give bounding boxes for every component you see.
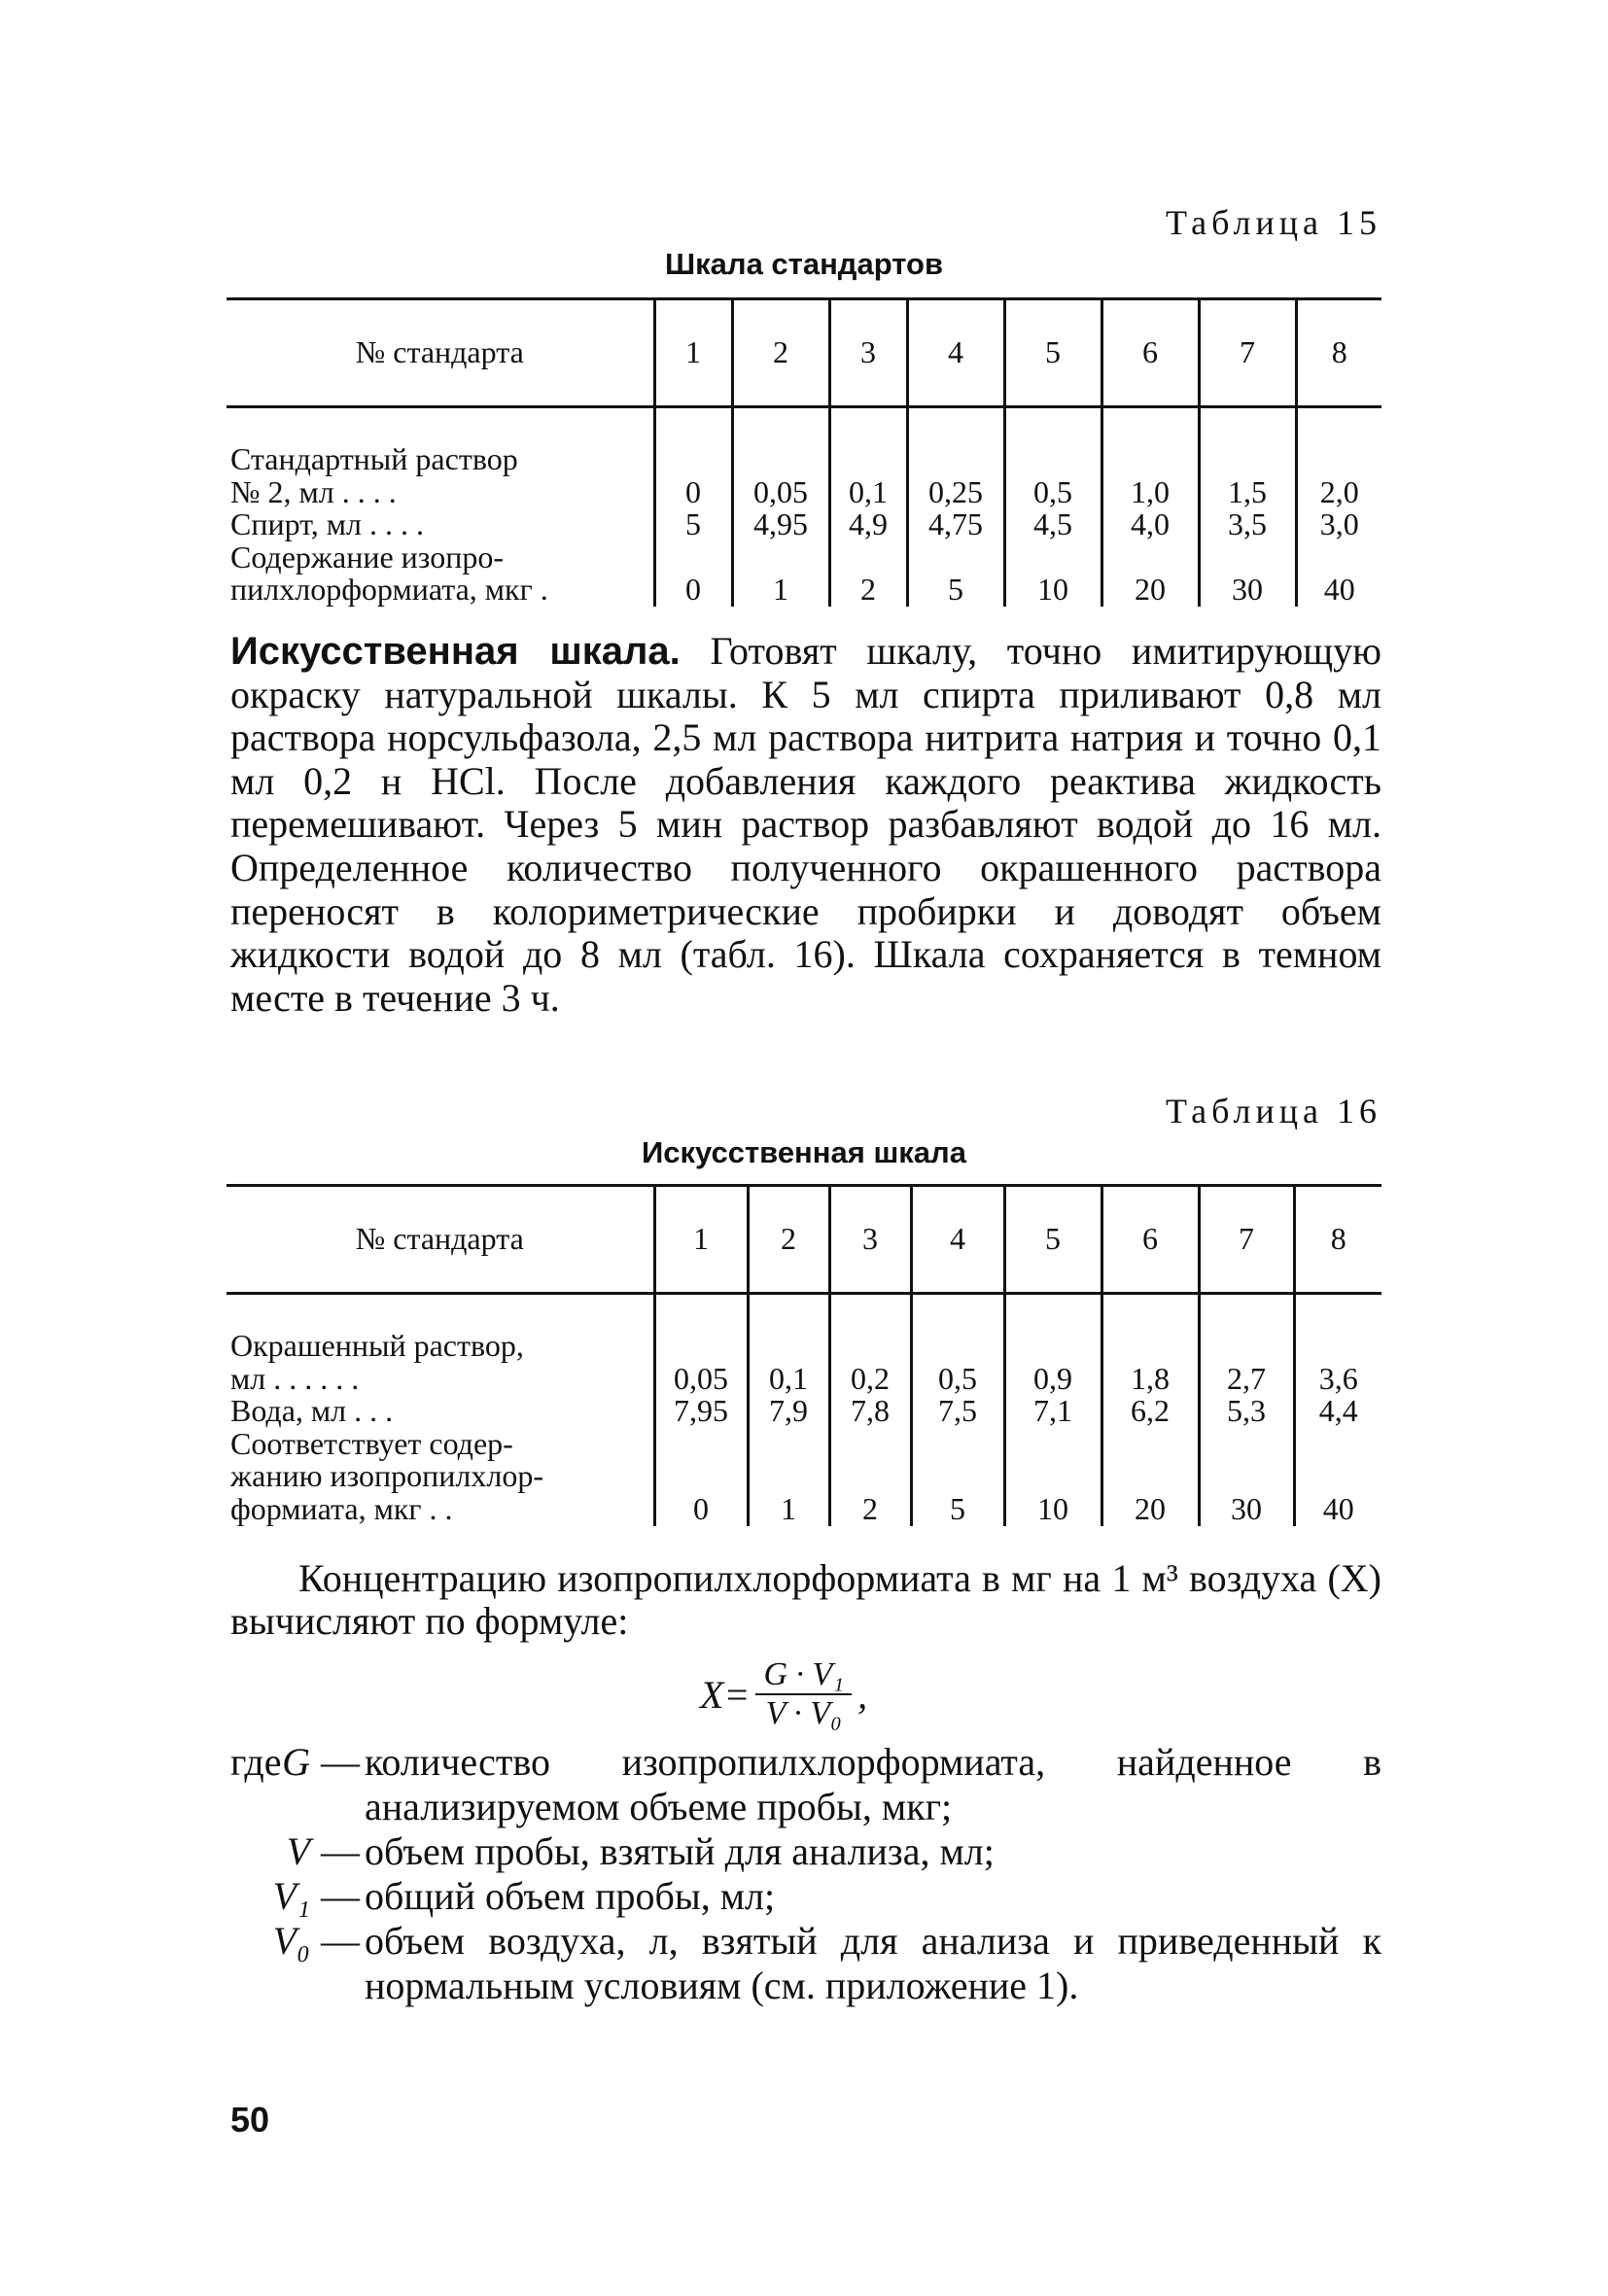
- table-cell: 0,05: [654, 1294, 748, 1396]
- table-15-col-1: 1: [654, 299, 732, 407]
- row-label-line: Стандартный раствор: [230, 441, 518, 476]
- formula: [700, 1656, 867, 1732]
- row-label-line: формиата, мкг . .: [230, 1490, 453, 1526]
- table-cell: 1: [732, 541, 829, 607]
- table-cell: 1: [748, 1428, 829, 1526]
- row-label: [227, 407, 654, 509]
- row-label: Вода, мл . . .: [230, 1393, 394, 1429]
- table-cell: 0,2: [829, 1294, 911, 1396]
- table-16-col-1: 1: [654, 1186, 748, 1294]
- table-15-title: Шкала стандартов: [664, 247, 944, 281]
- table-cell: 0,5: [911, 1294, 1004, 1396]
- definition-dash: —: [321, 1740, 360, 1784]
- table-cell: 2,7: [1199, 1294, 1294, 1396]
- table-cell: 4,95: [732, 508, 829, 541]
- table-cell: 0,1: [829, 407, 907, 509]
- table-cell: 20: [1101, 541, 1199, 607]
- table-15-label: Таблица 15: [1166, 203, 1381, 242]
- definition-item: [230, 1919, 1381, 2008]
- definitions-list: [230, 1740, 1381, 2008]
- table-cell: 1,5: [1199, 407, 1296, 509]
- row-label-line: Соответствует содер-: [230, 1425, 513, 1461]
- definition-dash: —: [321, 1829, 360, 1873]
- table-cell: 0,1: [748, 1294, 829, 1396]
- table-15-col-7: 7: [1199, 299, 1296, 407]
- row-label: [227, 1425, 654, 1526]
- table-cell: 5: [907, 541, 1004, 607]
- definition-symbol: V₁: [272, 1874, 310, 1918]
- table-cell: 5: [911, 1428, 1004, 1526]
- table-cell: 0: [654, 541, 732, 607]
- table-15-col-3: 3: [829, 299, 907, 407]
- row-label: Спирт, мл . . . .: [230, 506, 424, 542]
- row-label: [227, 541, 654, 607]
- definition-item: [230, 1740, 1381, 1829]
- table-16-col-8: 8: [1294, 1186, 1381, 1294]
- table-cell: 7,5: [911, 1395, 1004, 1428]
- definition-symbol: V: [286, 1829, 310, 1873]
- table-15: [227, 297, 1381, 607]
- row-label-line: пилхлорформиата, мкг .: [230, 572, 548, 608]
- table-row: [227, 1294, 1381, 1396]
- table-16-label: Таблица 16: [1166, 1092, 1381, 1131]
- table-16-title: Искусственная шкала: [642, 1135, 966, 1169]
- definition-symbol: V₀: [272, 1919, 310, 1963]
- table-16-header-row: [227, 1186, 1381, 1294]
- definition-symbol: G: [282, 1740, 310, 1784]
- table-cell: 7,1: [1004, 1395, 1101, 1428]
- table-row: [227, 541, 1381, 607]
- table-16-col-2: 2: [748, 1186, 829, 1294]
- table-cell: 0,5: [1004, 407, 1101, 509]
- row-label: [227, 1294, 654, 1396]
- table-16-col-3: 3: [829, 1186, 911, 1294]
- body-paragraph: [230, 630, 1381, 1020]
- table-cell: 30: [1199, 541, 1296, 607]
- definition-prefix: где: [230, 1740, 282, 1784]
- table-cell: 1,0: [1101, 407, 1199, 509]
- formula-denominator: V · V₀: [765, 1695, 842, 1731]
- table-cell: 0: [654, 407, 732, 509]
- table-cell: 4,0: [1101, 508, 1199, 541]
- table-cell: 2,0: [1296, 407, 1381, 509]
- formula-numerator: G · V₁: [755, 1656, 852, 1695]
- row-label-line: Окрашенный раствор,: [230, 1328, 524, 1363]
- table-16-col-6: 6: [1101, 1186, 1199, 1294]
- table-16-col-7: 7: [1199, 1186, 1294, 1294]
- formula-intro: Концентрацию изопропилхлорформиата в мг на 1 м³ воздуха (X) вычисляют по формуле:: [230, 1556, 1381, 1643]
- table-cell: 4,75: [907, 508, 1004, 541]
- table-row: [227, 1395, 1381, 1428]
- table-cell: 3,6: [1294, 1294, 1381, 1396]
- table-cell: 6,2: [1101, 1395, 1199, 1428]
- table-16: [227, 1184, 1381, 1526]
- table-cell: 20: [1101, 1428, 1199, 1526]
- table-16-col-4: 4: [911, 1186, 1004, 1294]
- table-row: [227, 508, 1381, 541]
- table-15-col-8: 8: [1296, 299, 1381, 407]
- table-cell: 7,8: [829, 1395, 911, 1428]
- table-cell: 10: [1004, 1428, 1101, 1526]
- table-cell: 7,95: [654, 1395, 748, 1428]
- table-cell: 0,25: [907, 407, 1004, 509]
- definition-dash: —: [321, 1919, 360, 1963]
- table-15-col-4: 4: [907, 299, 1004, 407]
- table-15-col-5: 5: [1004, 299, 1101, 407]
- definition-text: объем пробы, взятый для анализа, мл;: [365, 1829, 995, 1873]
- table-cell: 0,9: [1004, 1294, 1101, 1396]
- row-label-line: жанию изопропилхлор-: [230, 1458, 544, 1494]
- table-cell: 3,0: [1296, 508, 1381, 541]
- definition-item: [230, 1874, 1381, 1919]
- table-cell: 1,8: [1101, 1294, 1199, 1396]
- table-cell: 40: [1296, 541, 1381, 607]
- table-cell: 3,5: [1199, 508, 1296, 541]
- table-15-col-2: 2: [732, 299, 829, 407]
- row-label-line: Содержание изопро-: [230, 539, 505, 574]
- table-cell: 0,05: [732, 407, 829, 509]
- table-15-header-label: № стандарта: [227, 299, 654, 407]
- table-16-header-label: № стандарта: [227, 1186, 654, 1294]
- definition-text: общий объем пробы, мл;: [365, 1874, 776, 1918]
- paragraph-lead: Искусственная шкала.: [230, 630, 681, 673]
- formula-lhs: X=: [700, 1672, 751, 1717]
- table-cell: 4,5: [1004, 508, 1101, 541]
- table-cell: 5: [654, 508, 732, 541]
- definition-dash: —: [321, 1874, 360, 1918]
- table-cell: 0: [654, 1428, 748, 1526]
- definition-text: объем воздуха, л, взятый для анализа и приведенный к нормальным условиям (см. приложение 1).: [365, 1919, 1381, 2007]
- table-cell: 2: [829, 1428, 911, 1526]
- table-15-header-row: [227, 299, 1381, 407]
- table-row: [227, 407, 1381, 509]
- table-15-col-6: 6: [1101, 299, 1199, 407]
- definition-text: количество изопропилхлорформиата, найденное в анализируемом объеме пробы, мкг;: [365, 1740, 1381, 1828]
- page-number: 50: [230, 2100, 270, 2139]
- row-label-line: мл . . . . . .: [230, 1360, 360, 1396]
- paragraph-text: Готовят шкалу, точно имитирующую окраску натуральной шкалы. К 5 мл спирта приливают 0,8 мл раствора норсульфазола, 2,5 мл раствора нитрита натрия и точно 0,1 мл 0,2 н HCl. После добавления каждого реактива жидкость перемешивают. Через 5 мин раствор разбавляют водой до 16 мл. Определенное количество полученного окрашенного раствора переносят в колориметрические пробирки и доводят объем жидкости водой до 8 мл (табл. 16). Шкала сохраняется в темном месте в течение 3 ч.: [230, 629, 1381, 1020]
- definition-item: [230, 1829, 1381, 1874]
- table-row: [227, 1428, 1381, 1526]
- table-cell: 2: [829, 541, 907, 607]
- formula-trail: ,: [857, 1672, 868, 1717]
- table-cell: 40: [1294, 1428, 1381, 1526]
- table-cell: 30: [1199, 1428, 1294, 1526]
- formula-fraction: [755, 1656, 852, 1732]
- table-cell: 4,4: [1294, 1395, 1381, 1428]
- table-cell: 7,9: [748, 1395, 829, 1428]
- table-cell: 5,3: [1199, 1395, 1294, 1428]
- table-16-col-5: 5: [1004, 1186, 1101, 1294]
- table-cell: 4,9: [829, 508, 907, 541]
- row-label-line: № 2, мл . . . .: [230, 473, 397, 509]
- table-cell: 10: [1004, 541, 1101, 607]
